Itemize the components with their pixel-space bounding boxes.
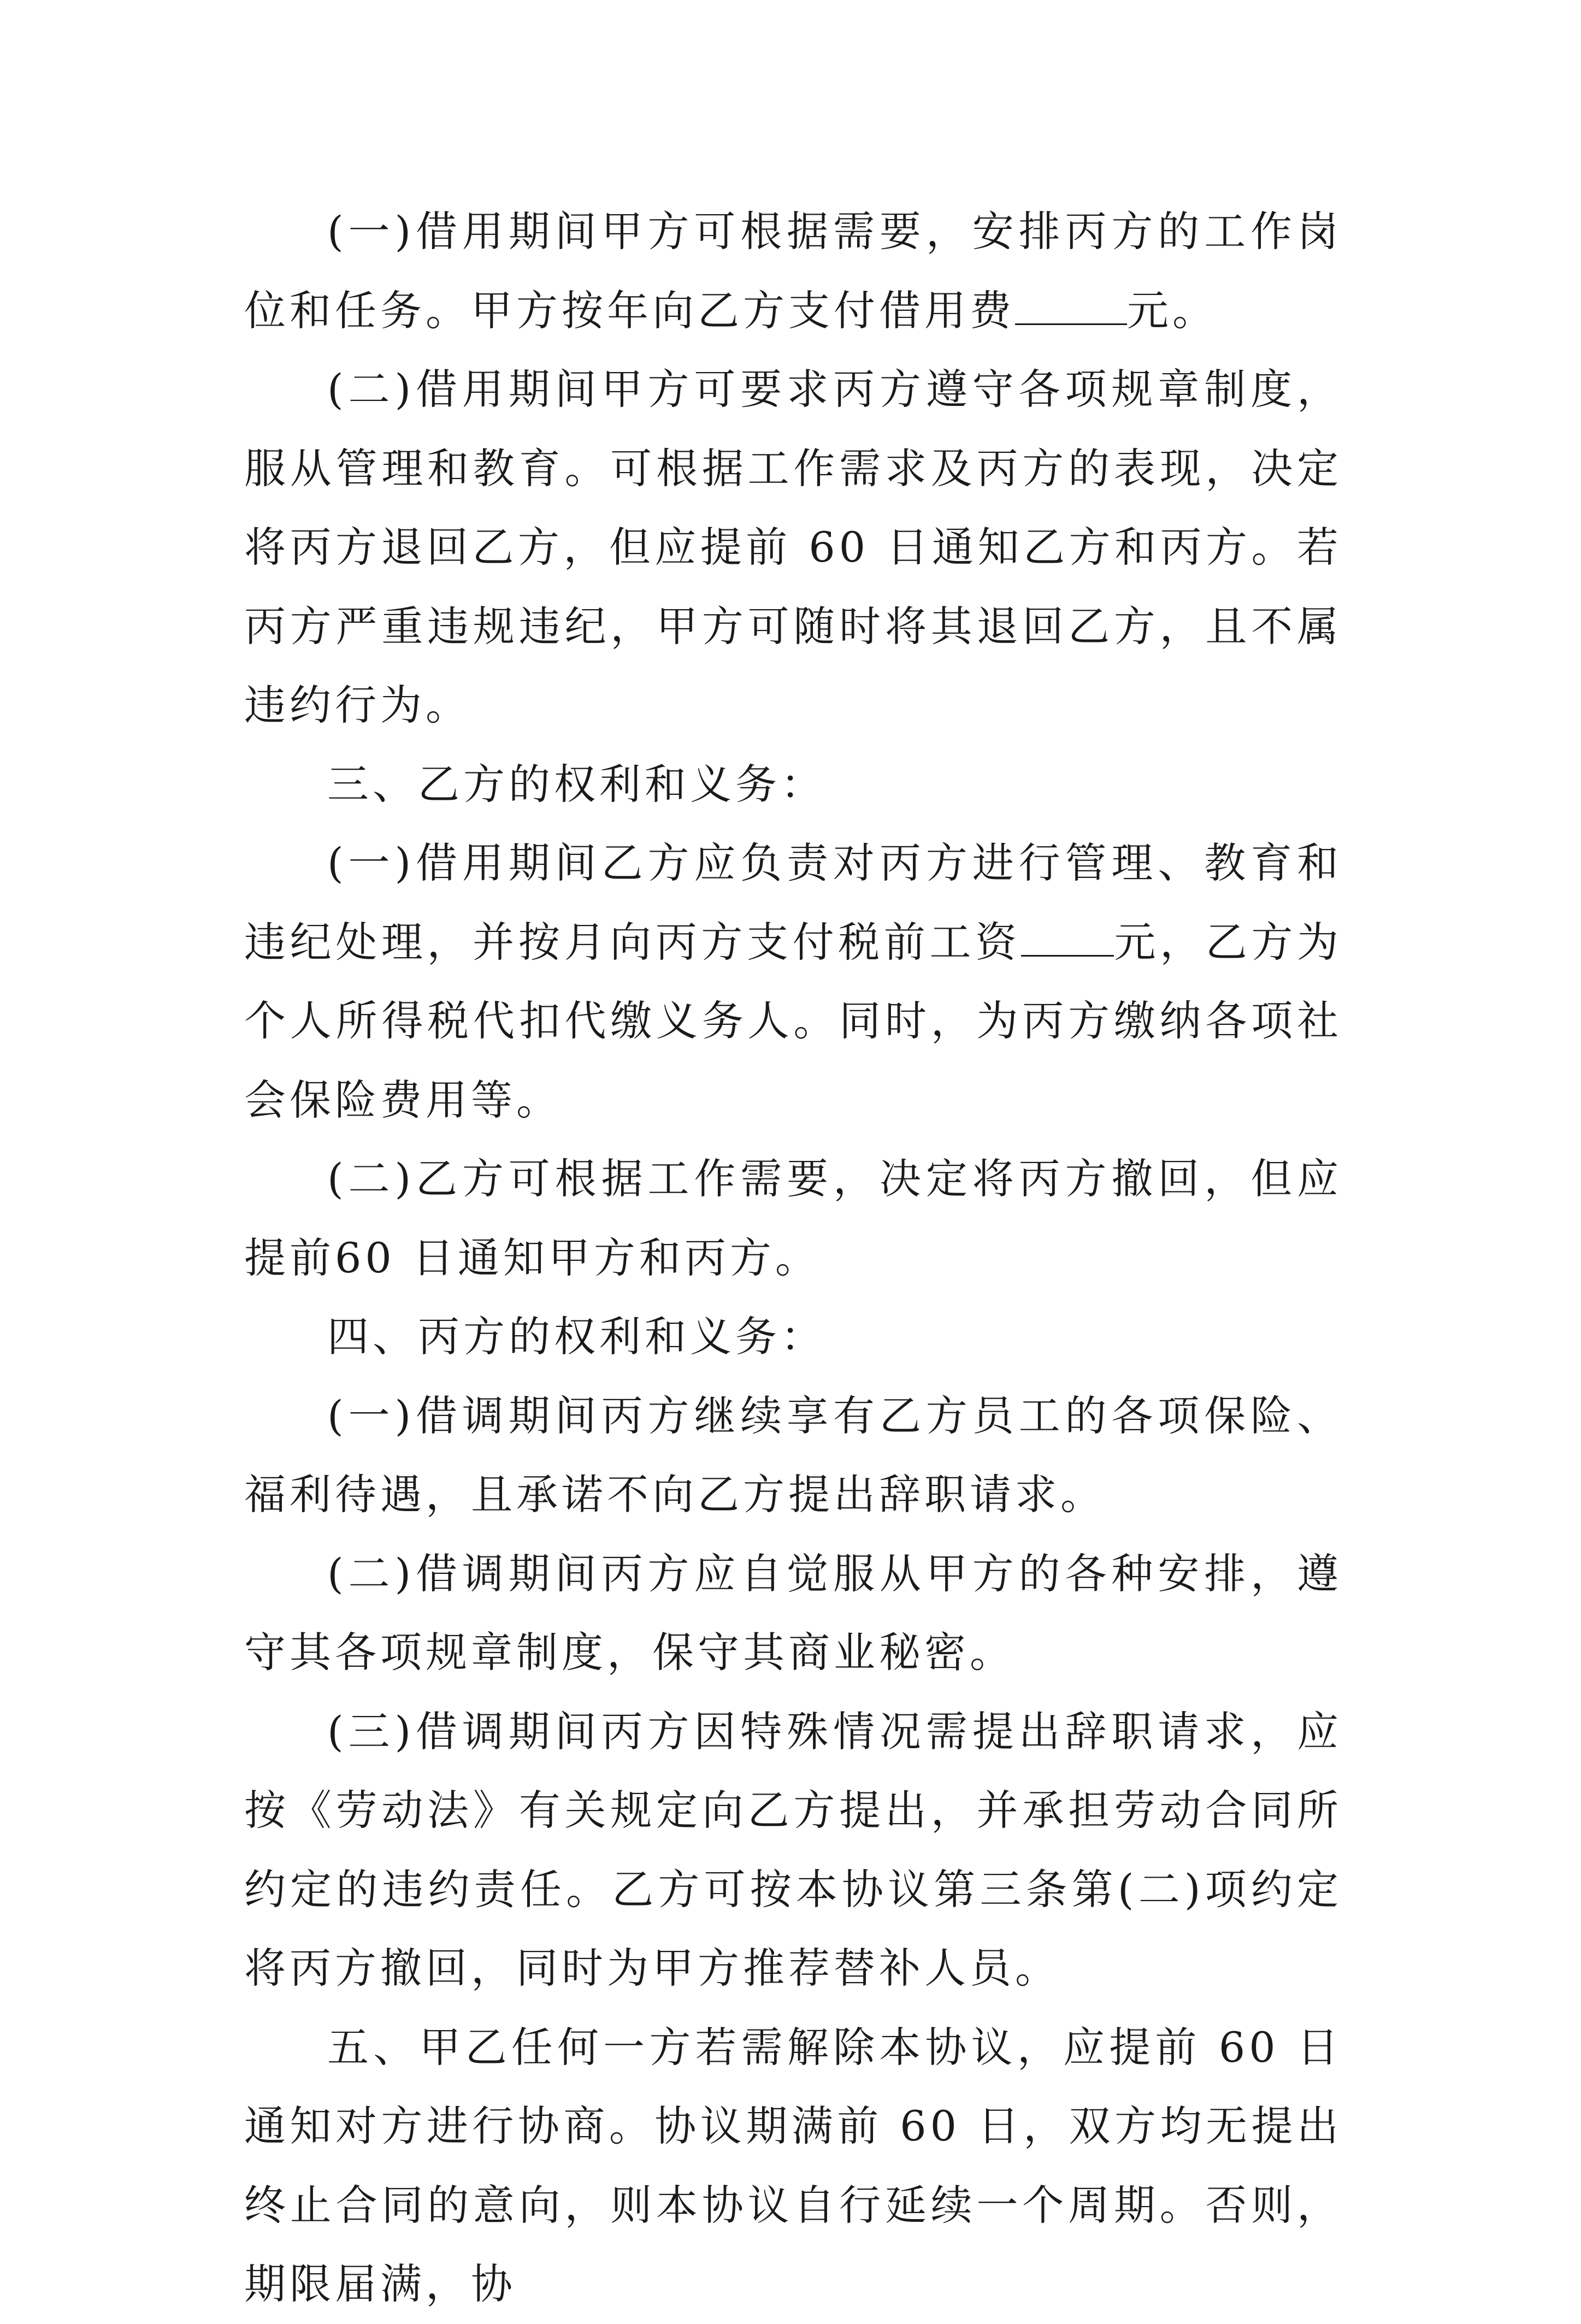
borrowing-fee-blank xyxy=(1015,285,1127,325)
clause-4-1: (一)借调期间丙方继续享有乙方员工的各项保险、福利待遇，且承诺不向乙方提出辞职请求。 xyxy=(244,1391,1342,1519)
clause-3-1-text: (一)借用期间乙方应负责对丙方进行管理、教育和违纪处理，并按月向丙方支付税前工资 xyxy=(244,839,1342,966)
salary-blank xyxy=(1021,917,1114,957)
section-4-heading: 四、丙方的权利和义务： xyxy=(327,1312,826,1361)
agreement-body xyxy=(244,192,1342,2324)
clause-4-2: (二)借调期间丙方应自觉服从甲方的各种安排，遵守其各项规章制度，保守其商业秘密。 xyxy=(244,1549,1342,1677)
clause-1-1-text: (一)借用期间甲方可根据需要，安排丙方的工作岗位和任务。甲方按年向乙方支付借用费 xyxy=(244,207,1342,335)
clause-1-2: (二)借用期间甲方可要求丙方遵守各项规章制度，服从管理和教育。可根据工作需求及丙方的表现，决定将丙方退回乙方，但应提前 60 日通知乙方和丙方。若丙方严重违规违纪，甲方可随时将其退回乙方，且不属违约行为。 xyxy=(244,365,1342,729)
clause-3-1 xyxy=(244,824,1342,1140)
section-5: 五、甲乙任何一方若需解除本协议，应提前 60 日通知对方进行协商。协议期满前 60 日，双方均无提出终止合同的意向，则本协议自行延续一个周期。否则，期限届满，协 xyxy=(244,2022,1342,2308)
section-3-heading: 三、乙方的权利和义务： xyxy=(327,759,826,809)
clause-1-1 xyxy=(244,192,1342,350)
clause-3-2: (二)乙方可根据工作需要，决定将丙方撤回，但应提前60 日通知甲方和丙方。 xyxy=(244,1154,1342,1282)
clause-1-1-unit: 元。 xyxy=(1127,286,1218,335)
clause-4-3: (三)借调期间丙方因特殊情况需提出辞职请求，应按《劳动法》有关规定向乙方提出，并承担劳动合同所约定的违约责任。乙方可按本协议第三条第(二)项约定将丙方撤回，同时为甲方推荐替补人员。 xyxy=(244,1707,1342,1992)
clause-3-1-rest: 元，乙方为个人所得税代扣代缴义务人。同时，为丙方缴纳各项社会保险费用等。 xyxy=(244,917,1343,1124)
